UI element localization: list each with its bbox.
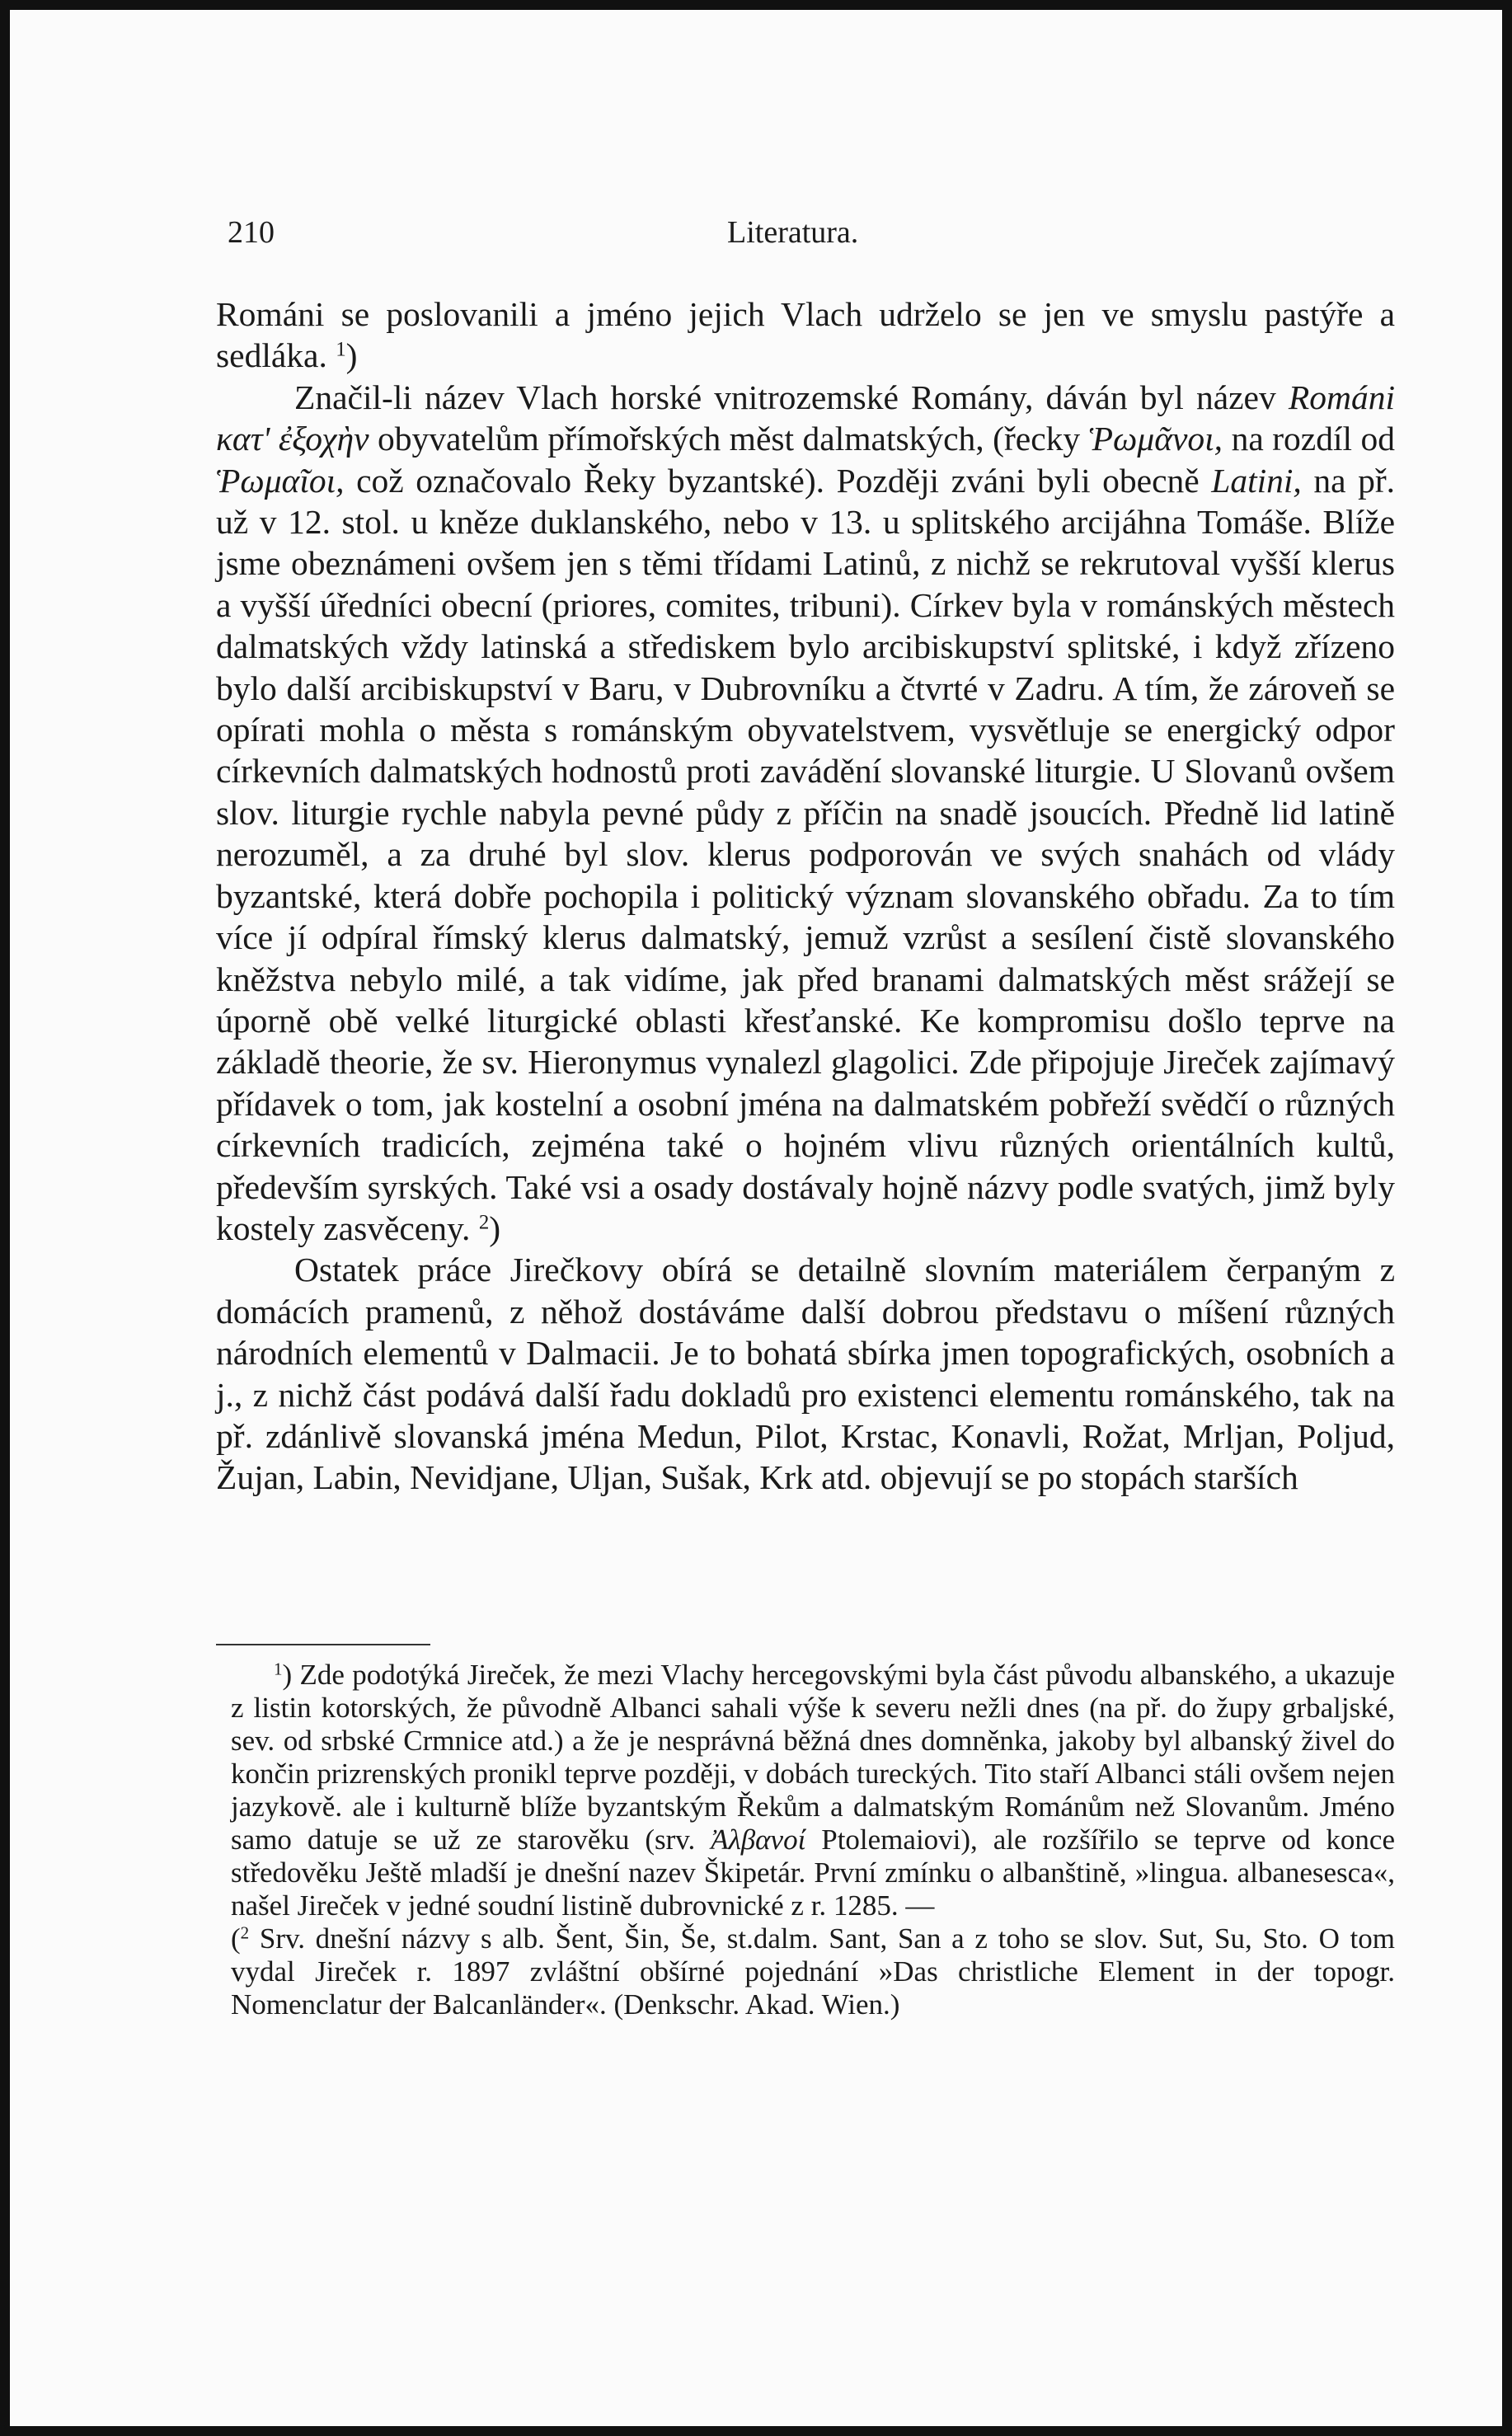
term-romanoi: Ῥωμᾶνοι, xyxy=(1088,420,1223,458)
main-text xyxy=(216,293,1395,1499)
footnotes xyxy=(231,1659,1395,2021)
paragraph-2-text-d: což označovalo Řeky byzantské). Později zváni byli obecně xyxy=(356,461,1200,500)
paragraph-1-text: Románi se poslovanili a jméno jejich Vlach udrželo se jen ve smyslu pastýře a sedláka. xyxy=(216,295,1395,375)
paragraph-2-text-c: na rozdíl od xyxy=(1231,420,1396,458)
footnote-ref-2-paren: ) xyxy=(489,1209,501,1247)
paragraph-2-text-b: obyvatelům přímořských měst dalmatských, (řecky xyxy=(378,420,1081,458)
term-albanoi: Ἀλβανοί xyxy=(711,1823,806,1856)
page-header xyxy=(216,214,1395,264)
book-page xyxy=(10,10,1502,2426)
footnote-ref-2: 2 xyxy=(478,1211,490,1234)
footnote-ref-1-paren: ) xyxy=(345,336,358,375)
footnote-2-text: Srv. dnešní názvy s alb. Šent, Šin, Še, st.dalm. Sant, San a z toho se slov. Sut, Su, Sto. O tom vydal Jireček r. 1897 zvláštní obšírné pojednání »Das christliche Element in der topogr. Nomenclatur der Balcanländer«. (Denkschr. Akad. Wien.) xyxy=(231,1922,1396,2021)
footnote-ref-1: 1 xyxy=(336,338,346,361)
page-number: 210 xyxy=(228,215,275,250)
footnote-1 xyxy=(231,1659,1395,1922)
paragraph-1 xyxy=(216,293,1395,377)
paragraph-2-text-e: na př. už v 12. stol. u kněze duklanského, nebo v 13. u splitského arcijáhna Tomáše. Blíže jsme obeznámeni ovšem jen s těmi třídami Latinů, z nichž se rekrutoval vyšší klerus a vyšší úředníci obecní (priores, comites, tribuni). Církev byla v románských městech dalmatských vždy latinská a střediskem bylo arcibiskupství splitské, i když zřízeno bylo další arcibiskupství v Baru, v Dubrovníku a čtvrté v Zadru. A tím, že zároveň se opírati mohla o města s románským obyvatelstvem, vysvětluje se energický odpor církevních dalmatských hodnostů proti zavádění slovanské liturgie. U Slovanů ovšem slov. liturgie rychle nabyla pevné půdy z příčin na snadě jsoucích. Předně lid latině nerozuměl, a za druhé byl slov. klerus podporován ve svých snahách od vlády byzantské, která dobře pochopila i politický význam slovanského obřadu. Za to tím více jí odpíral římský klerus dalmatský, jemuž vzrůst a sesílení čistě slovanského kněžstva nebylo milé, a tak vidíme, jak před branami dalmatských měst srážejí se úporně obě velké liturgické oblasti křesťanské. Ke kompromisu došlo teprve na základě theorie, že sv. Hieronymus vynalezl glagolici. Zde připojuje Jireček zajímavý přídavek o tom, jak kostelní a osobní jména na dalmatském pobřeží svědčí o různých církevních tradicích, zejména také o hojném vlivu různých orientálních kultů, především syrských. Také vsi a osady dostávaly hojně názvy podle svatých, jimž byly kostely zasvěceny. xyxy=(216,461,1396,1247)
footnote-separator xyxy=(216,1644,430,1645)
footnote-2: ($^2$ Srv. dnešní názvy s alb. Šent, Šin, Še, st.dalm. Sant, San a z toho se slov. Sut, Su, Sto. O tom vydal Jireček r. 1897 zvláštní obšírné pojednání »Das christliche Element in der topogr. Nomenclatur der Balcanländer«. (Denkschr. Akad. Wien.) xyxy=(231,1922,1396,2021)
footnote-1-mark: 1 xyxy=(274,1659,283,1679)
paragraph-2 xyxy=(216,377,1395,1250)
footnote-1-text-a: ) Zde podotýká Jireček, že mezi Vlachy hercegovskými byla část původu albanského, a ukazuje z listin kotorských, že původně Albanci sahali výše k severu nežli dnes (na př. do župy grbaljské, sev. od srbské Crmnice atd.) a že je nesprávná běžná dnes domněnka, jakoby byl albanský živel do končin prizrenských pronikl teprve později, v dobách tureckých. Tito staří Albanci stáli ovšem nejen jazykově. ale i kulturně blíže byzantským Řekům a dalmatským Románům než Slovanům. Jméno samo datuje se už ze starověku (srv. xyxy=(231,1659,1395,1856)
footnote-2-mark: 2 xyxy=(240,1922,250,1943)
running-title: Literatura. xyxy=(727,215,859,250)
term-romani-kat-exochen: Románi κατ' ἐξοχὴν xyxy=(216,378,1396,458)
paragraph-3: Ostatek práce Jirečkovy obírá se detailně slovním materiálem čerpaným z domácích pramenů, z něhož dostáváme další dobrou představu o míšení různých národních elementů v Dalmacii. Je to bohatá sbírka jmen topografických, osobních a j., z nichž část podává další řadu dokladů pro existenci elementu románského, tak na př. zdánlivě slovanská jména Medun, Pilot, Krstac, Konavli, Rožat, Mrljan, Poljud, Žujan, Labin, Nevidjane, Uljan, Sušak, Krk atd. objevují se po stopách starších xyxy=(216,1251,1395,1497)
footnote-1-text-b: Ptolemaiovi), ale rozšířilo se teprve od konce středověku Ještě mladší je dnešní nazev Škipetár. První zmínku o albanštině, »lingua. albanesesca«, našel Jireček v jedné soudní listině dubrovnické z r. 1285. — xyxy=(231,1823,1396,1922)
paragraph-2-text-a: Značil-li název Vlach horské vnitrozemské Romány, dáván byl název xyxy=(294,378,1276,416)
term-romaioi: Ῥωμαῖοι, xyxy=(216,461,345,500)
term-latini: Latini, xyxy=(1211,461,1302,500)
